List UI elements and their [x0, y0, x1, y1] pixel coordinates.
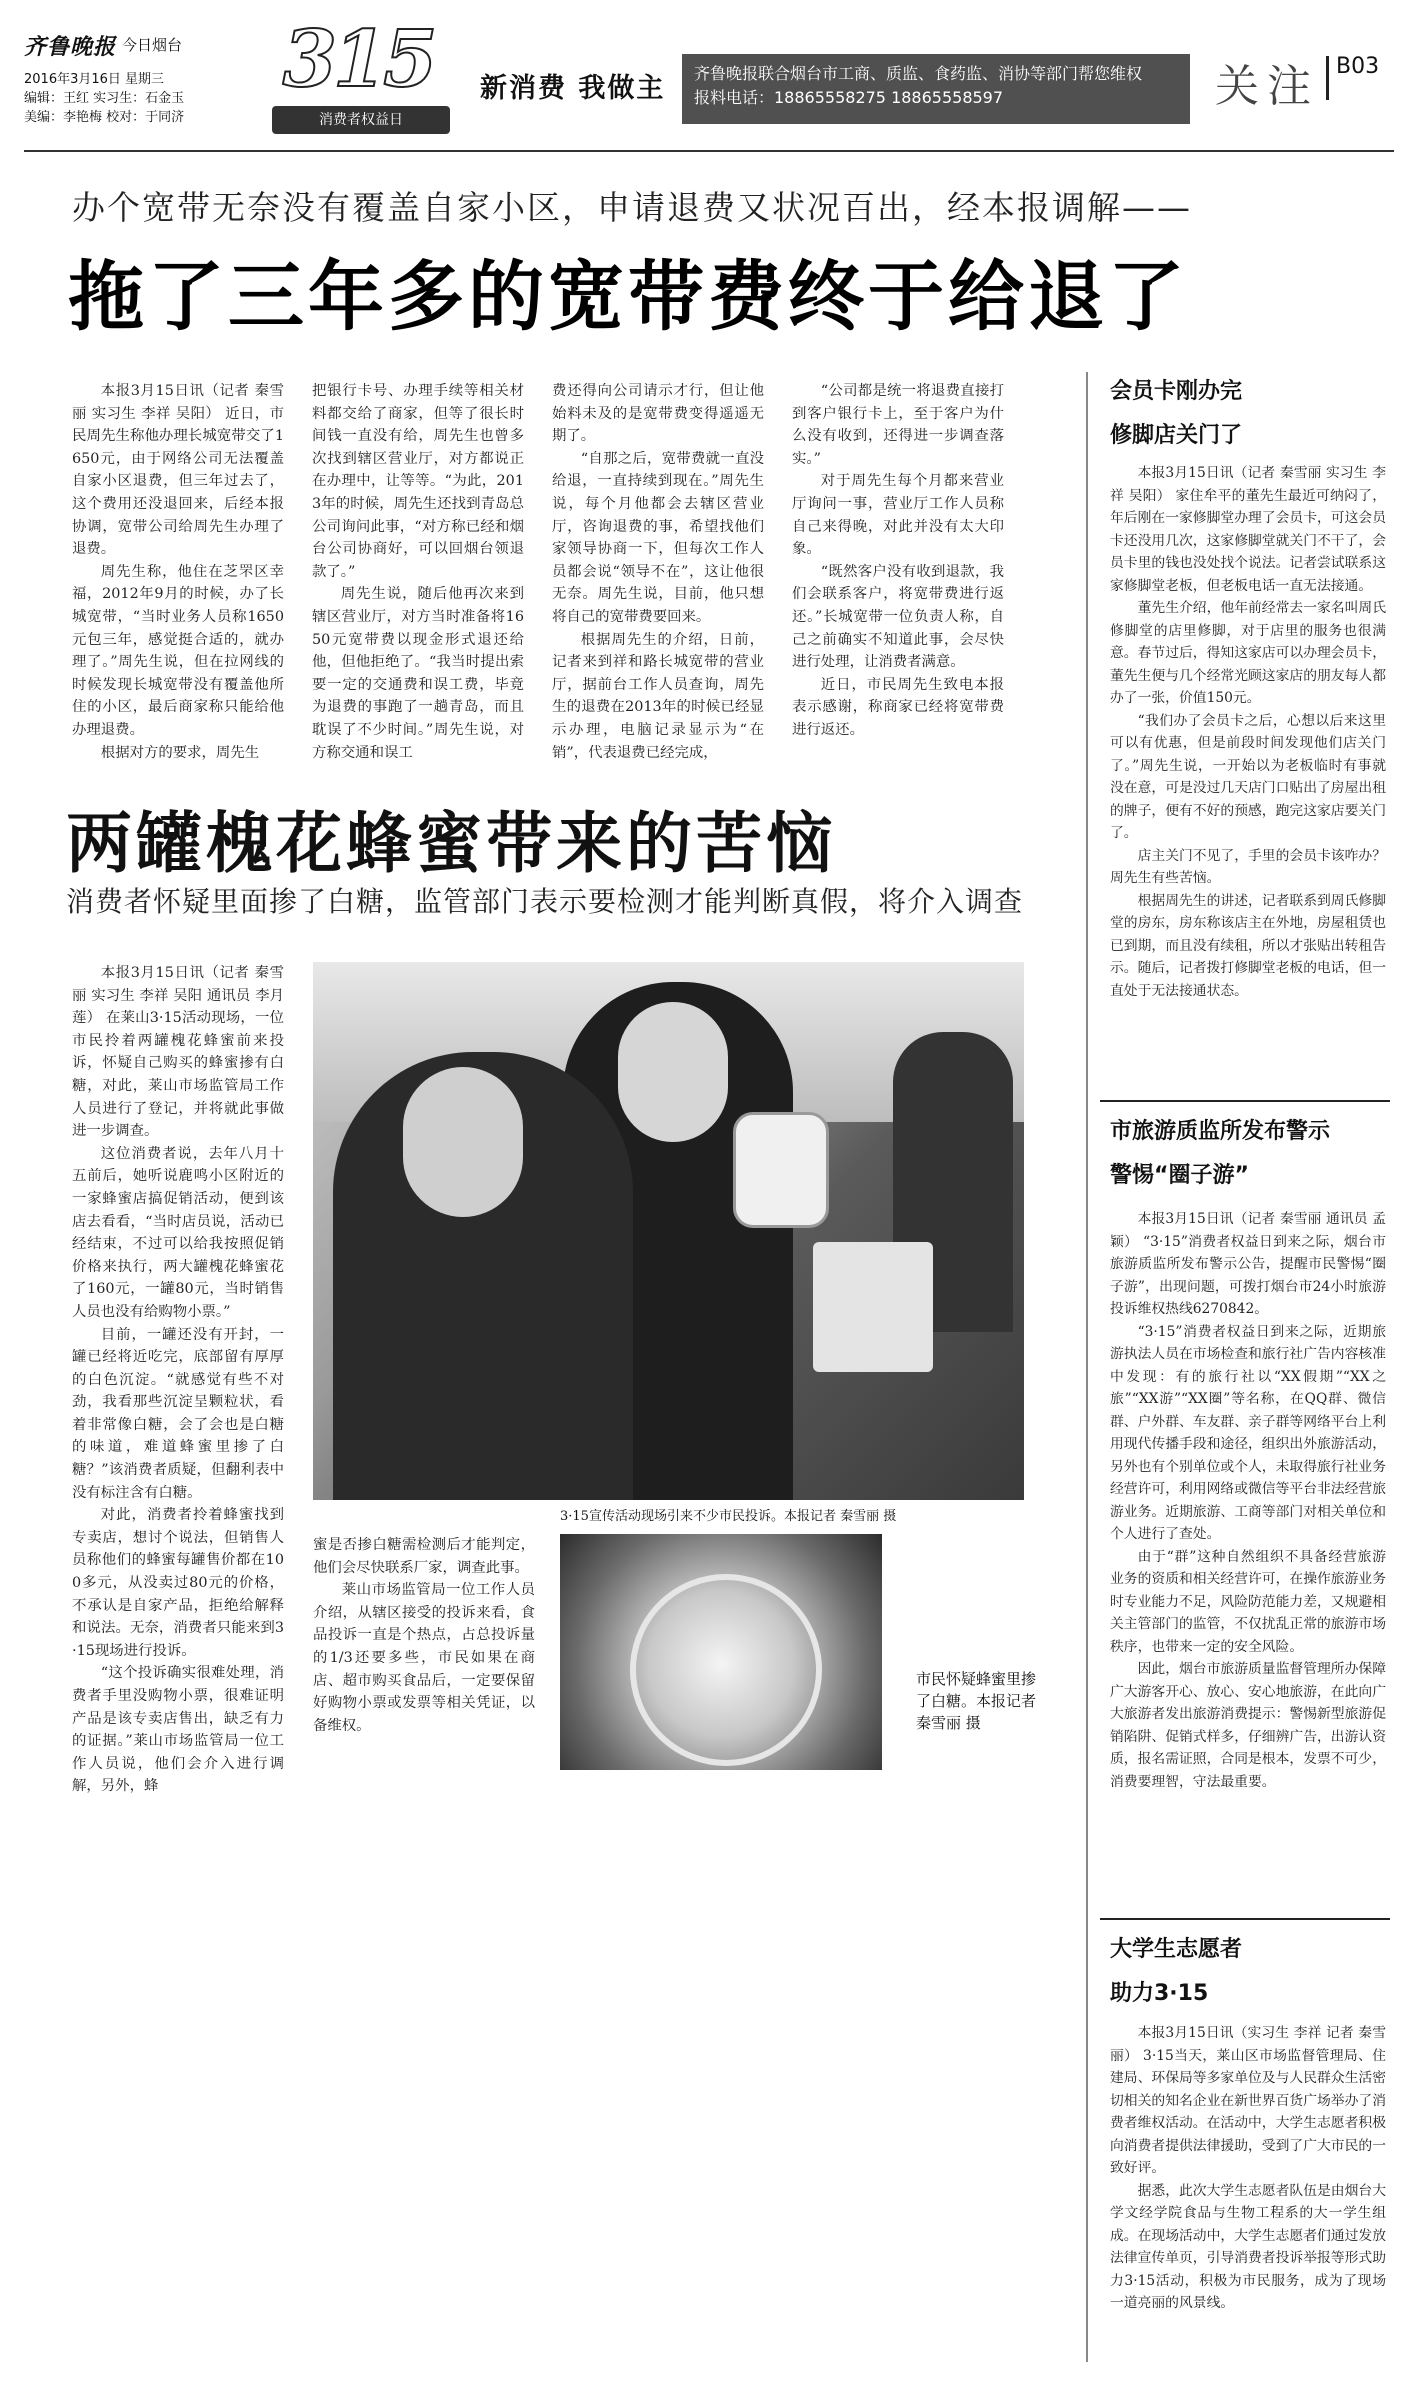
paragraph: 因此，烟台市旅游质量监督管理所办保障广大游客开心、放心、安心地旅游，在此向广大旅游者发出旅游消费提示：警惕新型旅游促销陷阱、促销式样多，仔细辨广告，出游认资质，报名需证照，合同是根本，发票不可少，消费要理智，守法最重要。 — [1110, 1661, 1386, 1790]
paragraph: 董先生介绍，他年前经常去一家名叫周氏修脚堂的店里修脚，对于店里的服务也很满意。春节过后，得知这家店可以办理会员卡，董先生便与几个经常光顾这家店的朋友每人都办了一张，价值150元。 — [1110, 600, 1386, 706]
paragraph: 对于周先生每个月都来营业厅询问一事，营业厅工作人员称自己来得晚，对此并没有太大印象。 — [792, 473, 1004, 558]
paragraph: 蜜是否掺白糖需检测后才能判定，他们会尽快联系厂家，调查此事。 — [313, 1537, 535, 1576]
paragraph: 把银行卡号、办理手续等相关材料都交给了商家，但等了很长时间钱一直没有给，周先生也曾多次找到辖区营业厅，对方都说正在办理中，让等等。“为此，2013年的时候，周先生还找到青岛总公司询问此事，“对方称已经和烟台公司协商好，可以回烟台领退款了。” — [312, 383, 524, 580]
article2-subdeck: 消费者怀疑里面掺了白糖，监管部门表示要检测才能判断真假，将介入调查 — [66, 885, 1024, 918]
paragraph: 店主关门不见了，手里的会员卡该咋办？周先生有些苦恼。 — [1110, 847, 1386, 886]
paragraph: “3·15”消费者权益日到来之际，近期旅游执法人员在市场检查和旅行社广告内容核准中发现：有的旅行社以“XX假期”“XX之旅”“XX游”“XX圈”等名称，在QQ群、微信群、户外群、车友群、亲子群等网络平台上利用现代传播手段和途径，组织出外旅游活动，另外也有个别单位或个人，未取得旅行社业务经营许可，利用网络或微信等平台非法经营旅游业务。近期旅游、工商等部门对相关单位和个人进行了查处。 — [1110, 1323, 1386, 1542]
paragraph: 由于“群”这种自然组织不具备经营旅游业务的资质和相关经营许可，在操作旅游业务时专业能力不足，风险防范能力差，又规避相关主管部门的监管，不仅扰乱正常的旅游市场秩序，也带来一定的安全风险。 — [1110, 1548, 1386, 1655]
sidebar-story3-title: 大学生志愿者 助力3·15 — [1110, 1937, 1243, 2006]
article1-kicker: 办个宽带无奈没有覆盖自家小区，申请退费又状况百出，经本报调解—— — [72, 188, 1192, 227]
slogan: 新消费 我做主 — [480, 73, 666, 104]
paragraph: “自那之后，宽带费就一直没给退，一直持续到现在。”周先生说，每个月他都会去辖区营业厅，咨询退费的事，希望找他们家领导协商一下，但每次工作人员都会说“领导不在”，这让他很无奈。周先生说，目前，他只想将自己的宽带费要回来。 — [552, 450, 764, 625]
sidebar-story2-title: 市旅游质监所发布警示 警惕“圈子游” — [1110, 1119, 1331, 1188]
badge-number: 315 — [282, 14, 434, 105]
badge-ribbon: 消费者权益日 — [272, 106, 450, 134]
paragraph: 根据周先生的介绍，日前，记者来到祥和路长城宽带的营业厅，据前台工作人员查询，周先生的退费在2013年的时候已经显示办理，电脑记录显示为“在销”，代表退费已经完成， — [552, 631, 764, 761]
page-number: B03 — [1336, 54, 1380, 79]
paragraph: 本报3月15日讯（记者 秦雪丽 实习生 李祥 吴阳 通讯员 李月莲） 在莱山3·15活动现场，一位市民拎着两罐槐花蜂蜜前来投诉，怀疑自己购买的蜂蜜掺有白糖，对此，莱山市场监管局工作人员进行了登记，并将就此事做进一步调查。 — [72, 965, 284, 1140]
paragraph: 周先生说，随后他再次来到辖区营业厅，对方当时准备将1650元宽带费以现金形式退还给他，但他拒绝了。“我当时提出索要一定的交通费和误工费，毕竟为退费的事跑了一趟青岛，而且耽误了不少时间。”周先生说，对方称交通和误工 — [312, 586, 524, 761]
paper-logo: 齐鲁晚报 — [24, 34, 117, 60]
photo-complaint-scene — [313, 962, 1024, 1500]
banner-line-1: 齐鲁晚报联合烟台市工商、质监、食药监、消协等部门帮您维权 — [694, 64, 1143, 83]
paragraph: 本报3月15日讯（记者 秦雪丽 实习生 李祥 吴阳） 家住牟平的董先生最近可纳闷了，年后刚在一家修脚堂办理了会员卡，可这会员卡还没用几次，这家修脚堂就关门不干了，会员卡里的钱也没处找个说法。记者尝试联系这家修脚堂老板，但老板电话一直无法接通。 — [1110, 465, 1386, 594]
section-name: 关注 — [1215, 61, 1319, 112]
article2-column-2 — [313, 1534, 535, 1737]
article1-headline: 拖了三年多的宽带费终于给退了 — [68, 252, 1188, 341]
photo2-caption: 市民怀疑蜂蜜里掺了白糖。本报记者秦雪丽 摄 — [916, 1670, 1037, 1732]
paragraph: “公司都是统一将退费直接打到客户银行卡上，至于客户为什么没有收到，还得进一步调查落实。” — [792, 383, 1004, 467]
banner-line-2: 报料电话：18865558275 18865558597 — [694, 88, 1004, 107]
sidebar-story1-body — [1110, 462, 1386, 1002]
paragraph: 这位消费者说，去年八月十五前后，她听说鹿鸣小区附近的一家蜂蜜店搞促销活动，便到该店去看看，“当时店员说，活动已经结束，不过可以给我按照促销价格来执行，两大罐槐花蜂蜜花了160元，一罐80元，当时销售人员也没有给购物小票。” — [72, 1145, 284, 1320]
paragraph: 费还得向公司请示才行，但让他始料未及的是宽带费变得遥遥无期了。 — [552, 383, 764, 445]
article1-column-4 — [792, 380, 1004, 742]
paragraph: 周先生称，他住在芝罘区幸福，2012年9月的时候，办了长城宽带，“当时业务人员称1650元包三年，感觉挺合适的，就办理了。”周先生说，但在拉网线的时候发现长城宽带没有覆盖他所住的小区，最后商家称只能给他办理退费。 — [72, 563, 284, 738]
sidebar-story3-body — [1110, 2022, 1386, 2315]
paragraph: 本报3月15日讯（记者 秦雪丽 实习生 李祥 吴阳） 近日，市民周先生称他办理长城宽带交了1650元，由于网络公司无法覆盖自家小区退费，但三年过去了，这个费用还没退回来，后经本报协调，宽带公司给周先生办理了退费。 — [72, 383, 284, 558]
edition-name: 今日烟台 — [122, 36, 183, 54]
section-divider — [1326, 56, 1329, 100]
sidebar-story2-body — [1110, 1208, 1386, 1793]
paragraph: 莱山市场监管局一位工作人员介绍，从辖区接受的投诉来看，食品投诉一直是个热点，占总投诉量的1/3还要多些，市民如果在商店、超市购买食品后，一定要保留好购物小票或发票等相关凭证，以备维权。 — [313, 1582, 535, 1734]
paragraph: 对此，消费者拎着蜂蜜找到专卖店，想讨个说法，但销售人员称他们的蜂蜜每罐售价都在100多元，从没卖过80元的价格，不承认是自家产品，拒绝给解释和说法。无奈，消费者只能来到3·15现场进行投诉。 — [72, 1507, 284, 1659]
honey-jar-icon — [733, 1112, 829, 1228]
issue-date: 2016年3月16日 星期三 — [24, 72, 165, 87]
paragraph: 根据周先生的讲述，记者联系到周氏修脚堂的房东，房东称该店主在外地，房屋租赁也已到期，而且没有续租，所以才张贴出转租告示。随后，记者拨打修脚堂老板的电话，但一直处于无法接通状态。 — [1110, 892, 1386, 999]
paragraph: “这个投诉确实很难处理，消费者手里没购物小票，很难证明产品是该专卖店售出，缺乏有力的证据。”莱山市场监管局一位工作人员说，他们会介入进行调解，另外，蜂 — [72, 1665, 284, 1795]
paragraph: 根据对方的要求，周先生 — [100, 744, 260, 761]
article2-headline: 两罐槐花蜂蜜带来的苦恼 — [66, 805, 836, 882]
sidebar-divider — [1086, 372, 1088, 2362]
photo-honey-jar — [560, 1534, 882, 1770]
sidebar-separator — [1100, 1100, 1390, 1102]
hotline-banner — [682, 54, 1190, 124]
paragraph: “既然客户没有收到退款，我们会联系客户，将宽带费进行返还。”长城宽带一位负责人称，自己之前确实不知道此事，会尽快进行处理，让消费者满意。 — [792, 563, 1004, 671]
consumer-day-badge — [258, 14, 458, 142]
photo1-caption: 3·15宣传活动现场引来不少市民投诉。本报记者 秦雪丽 摄 — [560, 1509, 897, 1524]
article1-column-2 — [312, 380, 524, 764]
editor-line: 编辑：王红 实习生：石金玉 — [24, 91, 185, 106]
article1-column-3 — [552, 380, 764, 764]
paragraph: 据悉，此次大学生志愿者队伍是由烟台大学文经学院食品与生物工程系的大一学生组成。在现场活动中，大学生志愿者们通过发放法律宣传单页，引导消费者投诉举报等形式助力3·15活动，积极为市民服务，成为了现场一道亮丽的风景线。 — [1110, 2182, 1386, 2311]
designer-line: 美编：李艳梅 校对：于同济 — [24, 110, 185, 125]
article2-column-1 — [72, 962, 284, 1798]
paragraph: 本报3月15日讯（记者 秦雪丽 通讯员 孟颖） “3·15”消费者权益日到来之际，烟台市旅游质监所发布警示公告，提醒市民警惕“圈子游”，出现问题，可拨打烟台市24小时旅游投诉维权热线6270842。 — [1110, 1211, 1386, 1317]
sidebar-separator — [1100, 1918, 1390, 1920]
jar-lid-icon — [630, 1574, 822, 1766]
paragraph: 近日，市民周先生致电本报表示感谢，称商家已经将宽带费进行返还。 — [792, 676, 1004, 738]
article1-column-1 — [72, 380, 284, 764]
paragraph: “我们办了会员卡之后，心想以后来这里可以有优惠，但是前段时间发现他们店关门了。”周先生说，一开始以为老板临时有事就没在意，可是没过几天店门口贴出了房屋出租的牌子，便有不好的预感，跑完这家店要关门了。 — [1110, 712, 1386, 841]
sidebar-story1-title: 会员卡刚办完 修脚店关门了 — [1110, 379, 1243, 448]
paragraph: 本报3月15日讯（实习生 李祥 记者 秦雪丽） 3·15当天，莱山区市场监督管理局、住建局、环保局等多家单位及与人民群众生活密切相关的知名企业在新世界百货广场举办了消费者维权活动。在活动中，大学生志愿者积极向消费者提供法律援助，受到了广大市民的一致好评。 — [1110, 2025, 1386, 2176]
header-rule — [24, 150, 1394, 152]
paragraph: 目前，一罐还没有开封，一罐已经将近吃完，底部留有厚厚的白色沉淀。“就感觉有些不对劲，我看那些沉淀呈颗粒状，看着非常像白糖，会了会也是白糖的味道，难道蜂蜜里掺了白糖？”该消费者质疑，但翻利表中没有标注含有白糖。 — [72, 1326, 284, 1501]
